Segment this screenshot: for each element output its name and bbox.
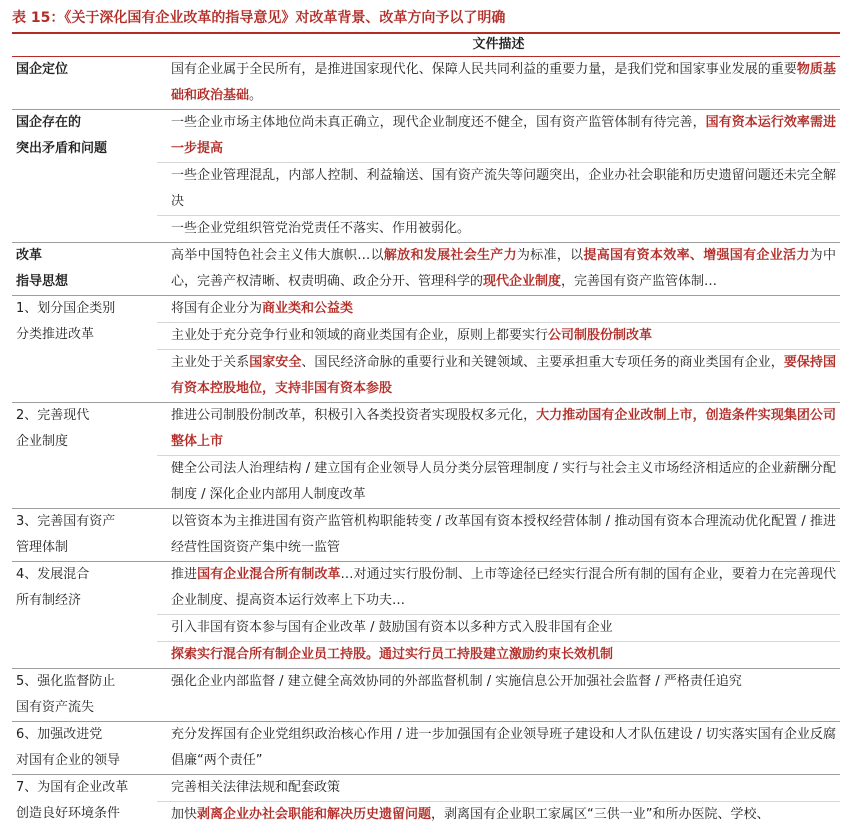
highlight-text: 剥离企业办社会职能和解决历史遗留问题	[197, 807, 431, 822]
description-text: 推进	[171, 567, 197, 582]
description-text: 为中心，完善产权清晰、权责明确、政企分开、管理科学的	[171, 248, 836, 289]
table-row	[12, 669, 840, 722]
description-cell	[157, 57, 840, 110]
highlight-text: 物质基础和政治基础	[171, 62, 836, 103]
description-cell	[157, 163, 840, 216]
row-label: 5、强化监督防止 国有资产流失	[16, 669, 153, 721]
description-cell	[157, 323, 840, 350]
table-row	[12, 722, 840, 775]
highlight-text: 商业类和公益类	[262, 301, 353, 316]
description-text: 主业处于充分竞争行业和领域的商业类国有企业，原则上都要实行	[171, 328, 548, 343]
description-cell	[157, 615, 840, 642]
description-cell	[157, 110, 840, 163]
row-label: 3、完善国有资产 管理体制	[16, 509, 153, 561]
table-row	[12, 509, 840, 562]
description-cell	[157, 456, 840, 509]
row-label: 6、加强改进党 对国有企业的领导	[16, 722, 153, 774]
highlight-text: 提高国有资本效率、增强国有企业活力	[583, 248, 809, 263]
description-cell	[157, 775, 840, 802]
row-label: 国企存在的 突出矛盾和问题	[16, 110, 153, 162]
description-cell	[157, 216, 840, 243]
description-text: 。	[249, 88, 262, 103]
description-cell	[157, 350, 840, 403]
description-text: …对通过实行股份制、上市等途径已经实行混合所有制的国有企业，要着力在完善现代企业制度、提高资本运行效率上下功夫…	[171, 567, 836, 608]
highlight-text: 国有企业混合所有制改革	[197, 567, 340, 582]
description-text: 主业处于关系	[171, 355, 249, 370]
table-body	[12, 57, 840, 828]
row-label-cell	[12, 57, 157, 110]
description-cell	[157, 296, 840, 323]
row-label: 国企定位	[16, 57, 153, 83]
reform-table	[12, 34, 840, 828]
highlight-text: 解放和发展社会生产力	[384, 248, 517, 263]
description-text: ，剥离国有企业职工家属区“三供一业”和所办医院、学校、	[431, 807, 769, 822]
description-text: 、国民经济命脉的重要行业和关键领域、主要承担重大专项任务的商业类国有企业，	[301, 355, 783, 370]
row-label: 2、完善现代 企业制度	[16, 403, 153, 455]
description-text: 国有企业属于全民所有，是推进国家现代化、保障人民共同利益的重要力量，是我们党和国家事业发展的重要	[171, 62, 797, 77]
description-cell	[157, 243, 840, 296]
row-label: 4、发展混合 所有制经济	[16, 562, 153, 614]
table-header-row	[12, 34, 840, 57]
description-cell	[157, 562, 840, 615]
table-row	[12, 110, 840, 163]
description-cell	[157, 403, 840, 456]
table-row	[12, 243, 840, 296]
row-label-cell	[12, 509, 157, 562]
description-text: 加快	[171, 807, 197, 822]
description-text: 一些企业党组织管党治党责任不落实、作用被弱化。	[171, 221, 470, 236]
description-cell	[157, 642, 840, 669]
description-text: 为标准，以	[517, 248, 584, 263]
description-text: 推进公司制股份制改革，积极引入各类投资者实现股权多元化，	[171, 408, 536, 423]
description-cell	[157, 669, 840, 722]
highlight-text: 国家安全	[249, 355, 301, 370]
description-text: 高举中国特色社会主义伟大旗帜…以	[171, 248, 384, 263]
row-label: 1、划分国企类别 分类推进改革	[16, 296, 153, 348]
row-label-cell	[12, 562, 157, 669]
row-label-cell	[12, 403, 157, 509]
description-text: ，完善国有资产监管体制…	[561, 274, 717, 289]
row-label-cell	[12, 669, 157, 722]
description-cell	[157, 509, 840, 562]
highlight-text: 探索实行混合所有制企业员工持股。通过实行员工持股建立激励约束长效机制	[171, 647, 613, 662]
description-cell	[157, 802, 840, 828]
table-row	[12, 296, 840, 323]
row-label-cell	[12, 243, 157, 296]
table-row	[12, 775, 840, 802]
highlight-text: 要保持国有资本控股地位，支持非国有资本参股	[171, 355, 836, 396]
description-text: 完善相关法律法规和配套政策	[171, 780, 340, 795]
table-row	[12, 403, 840, 456]
description-text: 一些企业市场主体地位尚未真正确立，现代企业制度还不健全，国有资产监管体制有待完善，	[171, 115, 706, 130]
description-text: 健全公司法人治理结构 / 建立国有企业领导人员分类分层管理制度 / 实行与社会主义市场经济相适应的企业薪酬分配制度 / 深化企业内部用人制度改革	[171, 461, 836, 502]
row-label-cell	[12, 722, 157, 775]
row-label-cell	[12, 110, 157, 243]
description-text: 以管资本为主推进国有资产监管机构职能转变 / 改革国有资本授权经营体制 / 推动国有资本合理流动优化配置 / 推进经营性国资资产集中统一监管	[171, 514, 836, 555]
row-label-cell	[12, 775, 157, 828]
row-label: 7、为国有企业改革 创造良好环境条件	[16, 775, 153, 827]
table-row	[12, 57, 840, 110]
highlight-text: 公司制股份制改革	[548, 328, 652, 343]
row-label-cell	[12, 296, 157, 403]
description-text: 充分发挥国有企业党组织政治核心作用 / 进一步加强国有企业领导班子建设和人才队伍建设 / 切实落实国有企业反腐倡廉“两个责任”	[171, 727, 836, 768]
highlight-text: 大力推动国有企业改制上市，创造条件实现集团公司整体上市	[171, 408, 836, 449]
table-header: 文件描述	[157, 34, 840, 57]
header-blank-cell	[12, 34, 157, 57]
table-title: 表 15：《关于深化国有企业改革的指导意见》对改革背景、改革方向予以了明确	[12, 8, 842, 28]
description-text: 引入非国有资本参与国有企业改革 / 鼓励国有资本以多种方式入股非国有企业	[171, 620, 613, 635]
description-text: 一些企业管理混乱，内部人控制、利益输送、国有资产流失等问题突出，企业办社会职能和历史遗留问题还未完全解决	[171, 168, 836, 209]
description-text: 强化企业内部监督 / 建立健全高效协同的外部监督机制 / 实施信息公开加强社会监督 / 严格责任追究	[171, 674, 742, 689]
table-row	[12, 562, 840, 615]
row-label: 改革 指导思想	[16, 243, 153, 295]
description-cell	[157, 722, 840, 775]
highlight-text: 现代企业制度	[483, 274, 561, 289]
description-text: 将国有企业分为	[171, 301, 262, 316]
highlight-text: 国有资本运行效率需进一步提高	[171, 115, 836, 156]
